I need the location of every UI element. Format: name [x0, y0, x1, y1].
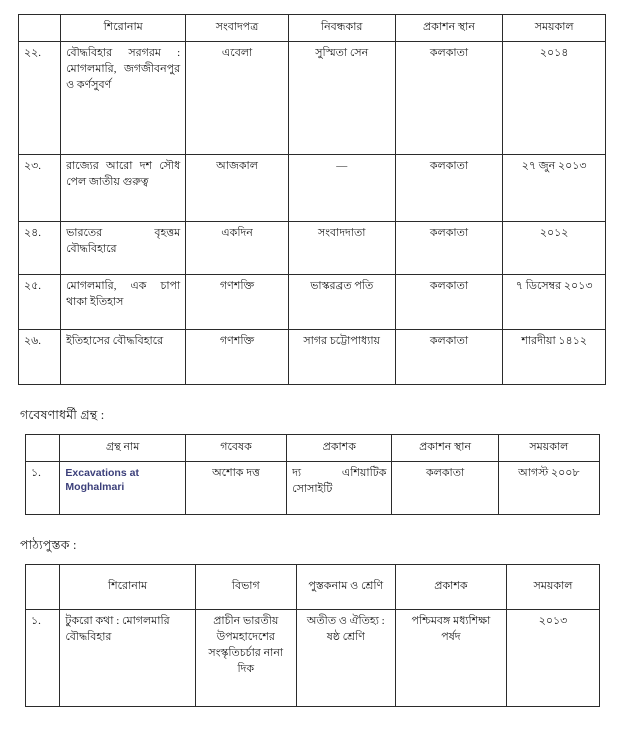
cell-title: ইতিহাসের বৌদ্ধবিহারে — [61, 329, 186, 384]
cell-title: মোগলমারি, এক চাপা থাকা ইতিহাস — [61, 274, 186, 329]
cell-publisher: পশ্চিমবঙ্গ মধ্যশিক্ষা পর্ষদ — [395, 609, 506, 706]
cell-author: সংবাদদাতা — [288, 221, 395, 274]
column-header-publisher: প্রকাশক — [287, 434, 392, 461]
cell-period: ২০১২ — [503, 221, 606, 274]
cell-newspaper: গণশক্তি — [186, 274, 289, 329]
row-index: ১. — [26, 609, 60, 706]
cell-title: রাজ্যের আরো দশ সৌধ পেল জাতীয় গুরুত্ব — [61, 154, 186, 221]
column-header-period: সময়কাল — [498, 434, 599, 461]
cell-author: — — [288, 154, 395, 221]
table-row — [26, 609, 600, 706]
column-header-place: প্রকাশন স্থান — [395, 15, 503, 42]
row-index: ২৫. — [19, 274, 61, 329]
column-header-newspaper: সংবাদপত্র — [186, 15, 289, 42]
cell-newspaper: এবেলা — [186, 41, 289, 154]
cell-newspaper: আজকাল — [186, 154, 289, 221]
column-header-index — [26, 434, 60, 461]
table-row — [19, 41, 606, 154]
table-row — [19, 329, 606, 384]
cell-place: কলকাতা — [395, 154, 503, 221]
cell-researcher: অশোক দত্ত — [185, 461, 286, 514]
book-title-latin: Excavations at Moghalmari — [65, 466, 139, 494]
table-row — [26, 461, 600, 514]
cell-title: টুকরো কথা : মোগলমারি বৌদ্ধবিহার — [60, 609, 195, 706]
column-header-publisher: প্রকাশক — [395, 564, 506, 609]
cell-book-name — [60, 461, 186, 514]
column-header-index — [26, 564, 60, 609]
research-books-table — [25, 434, 600, 515]
cell-period: ২০১৪ — [503, 41, 606, 154]
cell-place: কলকাতা — [395, 274, 503, 329]
cell-title: বৌদ্ধবিহার সরগরম : মোগলমারি, জগজীবনপুর ও কর্ণসুবর্ণ — [61, 41, 186, 154]
cell-place: কলকাতা — [395, 221, 503, 274]
cell-period: শারদীয়া ১৪১২ — [503, 329, 606, 384]
column-header-book-and-class: পুস্তকনাম ও শ্রেণি — [296, 564, 395, 609]
column-header-author: নিবন্ধকার — [288, 15, 395, 42]
row-index: ১. — [26, 461, 60, 514]
table-row — [19, 154, 606, 221]
cell-book-and-class: অতীত ও ঐতিহ্য : ষষ্ঠ শ্রেণি — [296, 609, 395, 706]
column-header-title: শিরোনাম — [60, 564, 195, 609]
cell-author: সাগর চট্টোপাধ্যায় — [288, 329, 395, 384]
cell-place: কলকাতা — [395, 41, 503, 154]
row-index: ২৬. — [19, 329, 61, 384]
cell-period: আগস্ট ২০০৮ — [498, 461, 599, 514]
section-caption-research: গবেষণাধর্মী গ্রন্থ : — [20, 407, 105, 422]
column-header-period: সময়কাল — [503, 15, 606, 42]
cell-place: কলকাতা — [395, 329, 503, 384]
cell-period: ২৭ জুন ২০১৩ — [503, 154, 606, 221]
column-header-researcher: গবেষক — [185, 434, 286, 461]
column-header-place: প্রকাশন স্থান — [392, 434, 498, 461]
cell-period: ২০১৩ — [506, 609, 599, 706]
newspaper-articles-table — [18, 14, 606, 385]
column-header-book-name: গ্রন্থ নাম — [60, 434, 186, 461]
cell-department: প্রাচীন ভারতীয় উপমহাদেশের সংস্কৃতিচর্চার নানা দিক — [195, 609, 296, 706]
row-index: ২২. — [19, 41, 61, 154]
column-header-department: বিভাগ — [195, 564, 296, 609]
table-header-row — [26, 434, 600, 461]
column-header-index — [19, 15, 61, 42]
cell-author: সুস্মিতা সেন — [288, 41, 395, 154]
column-header-period: সময়কাল — [506, 564, 599, 609]
section-caption-textbook: পাঠ্যপুস্তক : — [20, 537, 77, 552]
cell-newspaper: একদিন — [186, 221, 289, 274]
cell-period: ৭ ডিসেম্বর ২০১৩ — [503, 274, 606, 329]
row-index: ২৩. — [19, 154, 61, 221]
table-row — [19, 221, 606, 274]
table-header-row — [26, 564, 600, 609]
cell-publisher: দ্য এশিয়াটিক সোসাইটি — [287, 461, 392, 514]
cell-place: কলকাতা — [392, 461, 498, 514]
textbook-table — [25, 564, 600, 707]
column-header-title: শিরোনাম — [61, 15, 186, 42]
cell-title: ভারতের বৃহত্তম বৌদ্ধবিহারে — [61, 221, 186, 274]
cell-newspaper: গণশক্তি — [186, 329, 289, 384]
cell-author: ভাস্করব্রত পতি — [288, 274, 395, 329]
table-row — [19, 274, 606, 329]
table-header-row — [19, 15, 606, 42]
row-index: ২৪. — [19, 221, 61, 274]
